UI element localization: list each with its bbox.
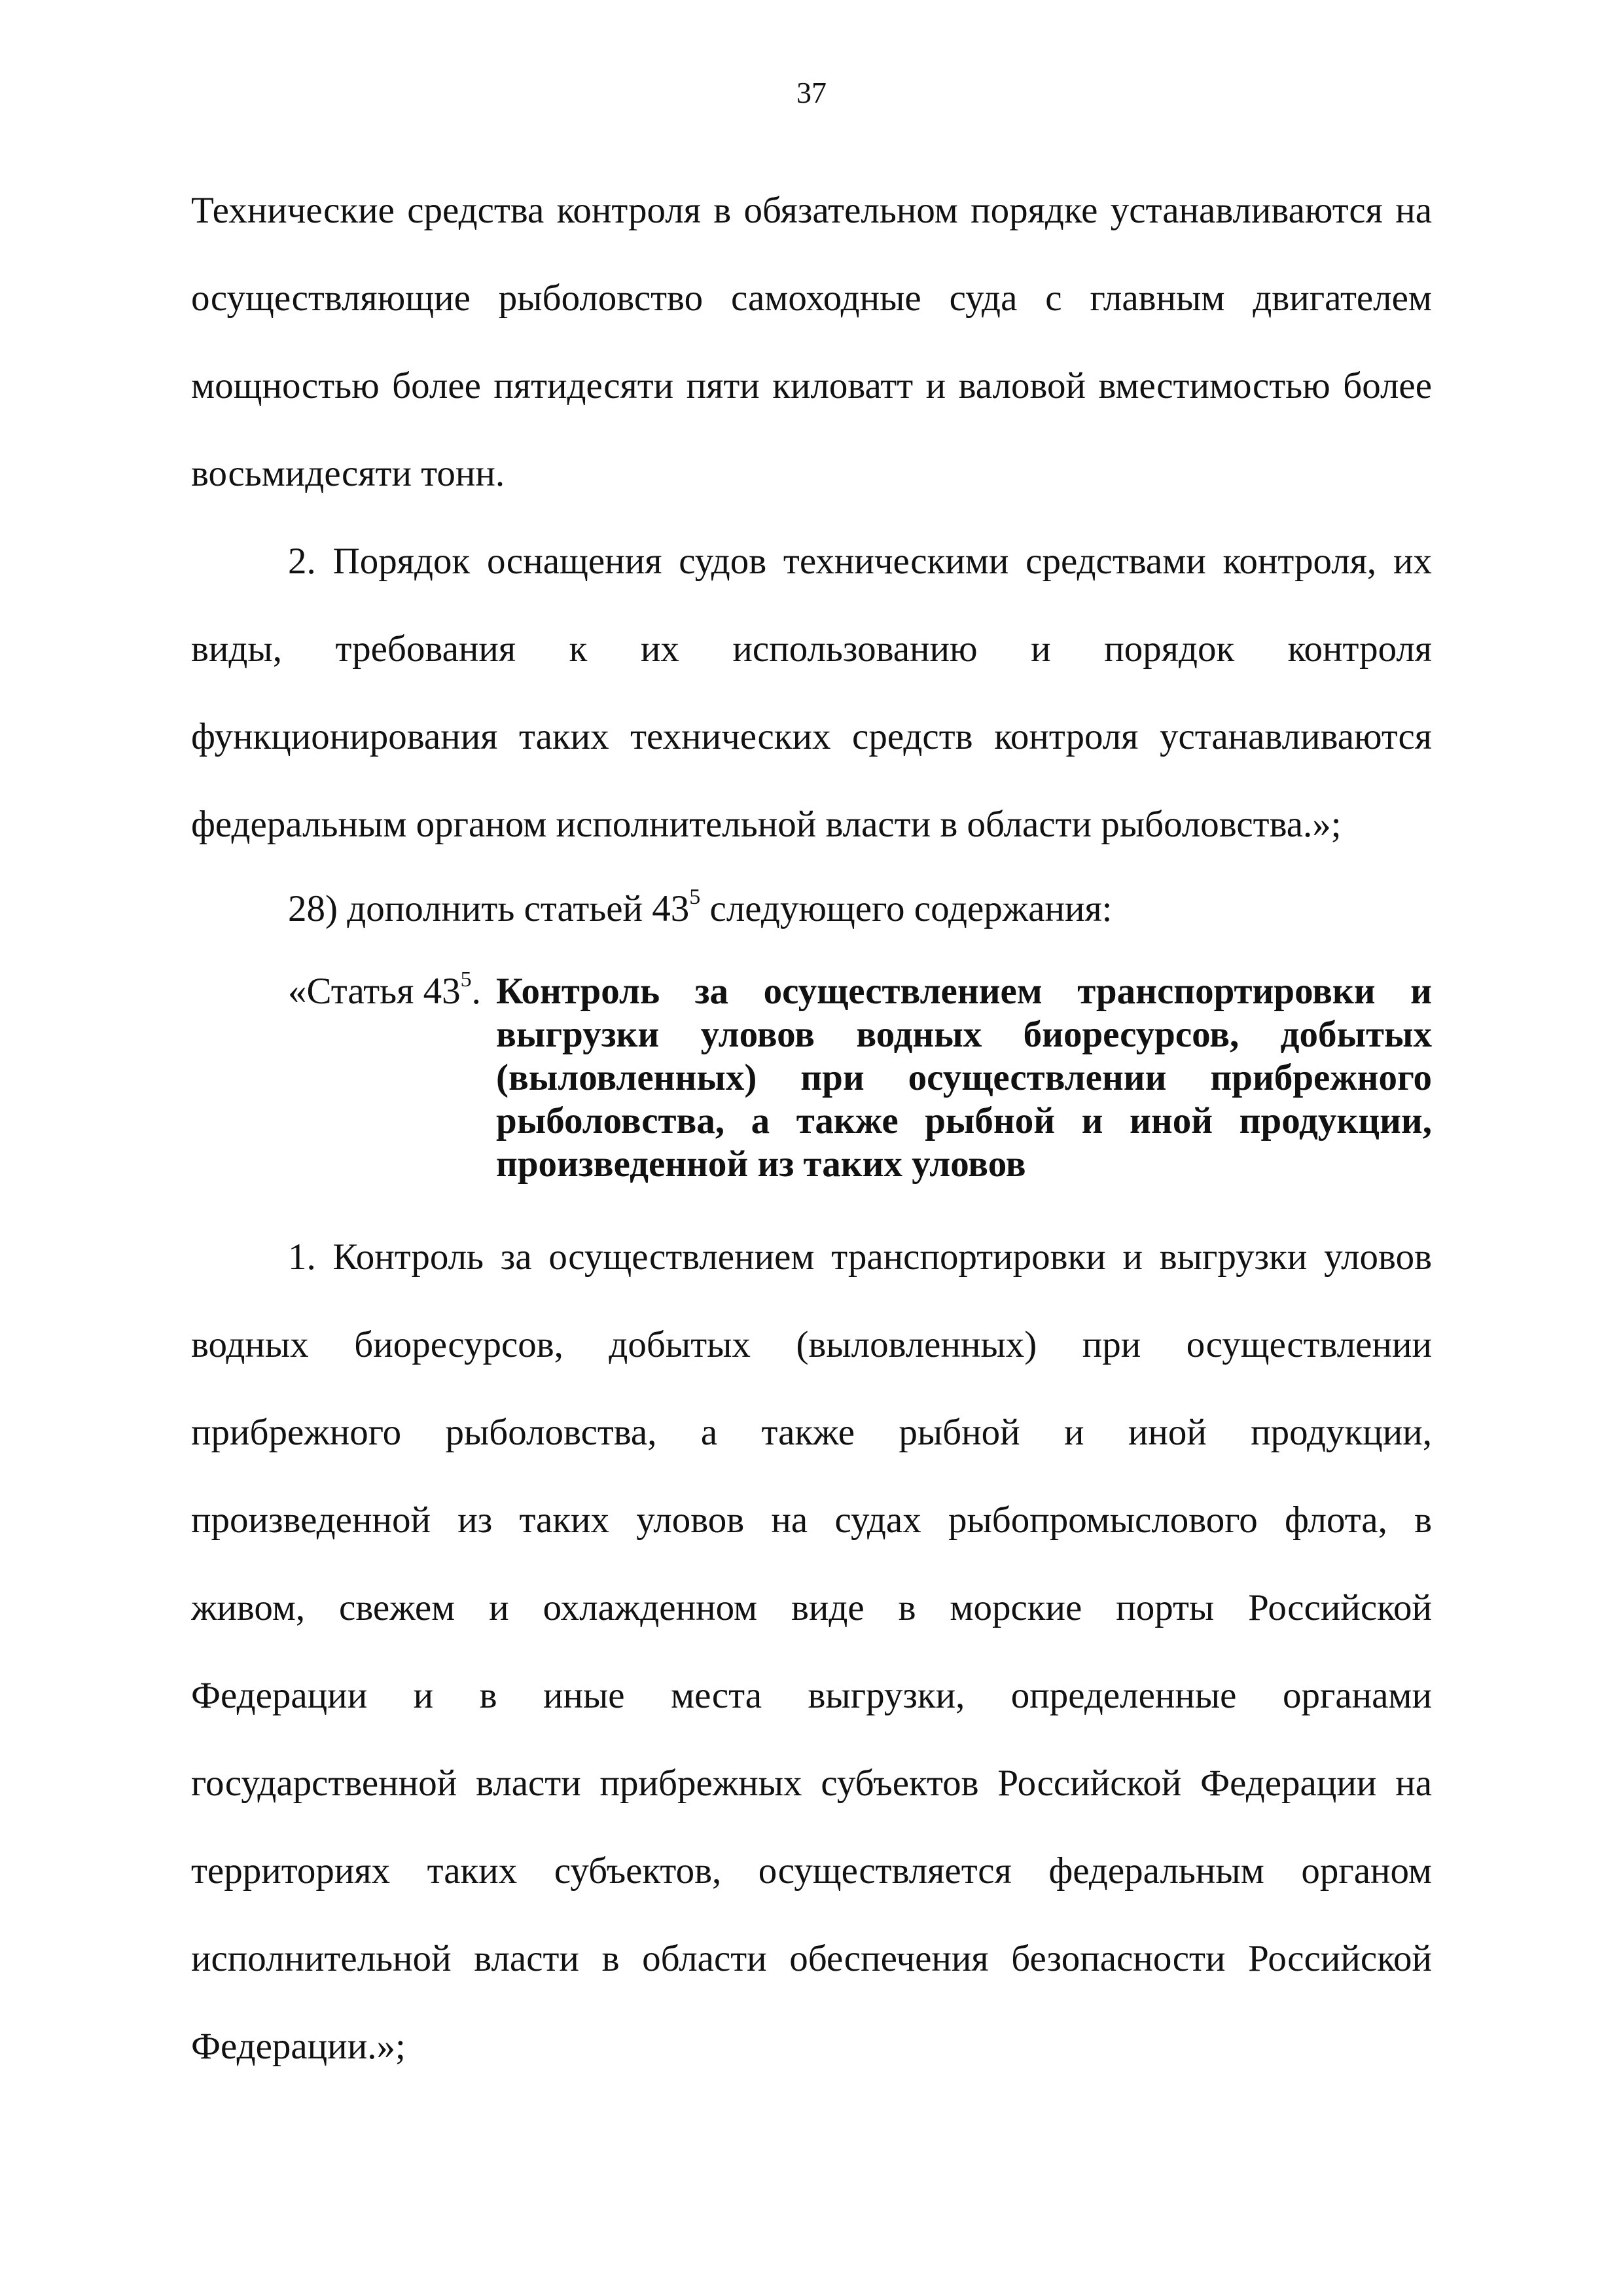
- text-line: водных биоресурсов, добытых (выловленных) при осуществлении: [191, 1324, 1432, 1365]
- article-label: [288, 967, 481, 1013]
- article-label-text: «Статья 43: [288, 971, 461, 1012]
- text-line: Федерации.»;: [191, 2026, 406, 2067]
- text-line: 2. Порядок оснащения судов техническими средствами контроля, их: [288, 541, 1432, 582]
- article-title-line: (выловленных) при осуществлении прибрежного: [496, 1057, 1432, 1098]
- text-line: 1. Контроль за осуществлением транспортировки и выгрузки уловов: [288, 1236, 1432, 1278]
- item-28-text: 28) дополнить статьей 43: [288, 888, 690, 929]
- text-line: государственной власти прибрежных субъектов Российской Федерации на: [191, 1763, 1432, 1804]
- paragraph-tech-control: [191, 187, 1432, 498]
- text-line: восьмидесяти тонн.: [191, 453, 505, 494]
- text-line: произведенной из таких уловов на судах рыбопромыслового флота, в: [191, 1499, 1432, 1541]
- article-title-line: рыболовства, а также рыбной и иной продукции,: [496, 1100, 1432, 1141]
- text-line: Федерации и в иные места выгрузки, определенные органами: [191, 1675, 1432, 1716]
- item-28: [288, 885, 1113, 933]
- article-title-line: выгрузки уловов водных биоресурсов, добытых: [496, 1014, 1432, 1055]
- article-label-dot: .: [471, 971, 481, 1012]
- text-line: функционирования таких технических средств контроля устанавливаются: [191, 716, 1432, 757]
- text-line: мощностью более пятидесяти пяти киловатт и валовой вместимостью более: [191, 365, 1432, 406]
- text-line: виды, требования к их использованию и порядок контроля: [191, 628, 1432, 670]
- text-line: территориях таких субъектов, осуществляется федеральным органом: [191, 1850, 1432, 1892]
- text-line: живом, свежем и охлажденном виде в морские порты Российской: [191, 1587, 1432, 1628]
- text-line: федеральным органом исполнительной власти в области рыболовства.»;: [191, 804, 1342, 845]
- text-line: исполнительной власти в области обеспечения безопасности Российской: [191, 1938, 1432, 1979]
- paragraph-2: [191, 537, 1432, 849]
- text-line: осуществляющие рыболовство самоходные суда с главным двигателем: [191, 278, 1432, 319]
- paragraph-article-1: [191, 1233, 1432, 2071]
- article-title-line: Контроль за осуществлением транспортировки и: [496, 971, 1432, 1012]
- article-title: [496, 970, 1432, 1186]
- text-line: прибрежного рыболовства, а также рыбной и иной продукции,: [191, 1412, 1432, 1453]
- superscript: 5: [460, 967, 472, 992]
- item-28-text-end: следующего содержания:: [700, 888, 1113, 929]
- superscript: 5: [689, 885, 701, 909]
- article-title-line: произведенной из таких уловов: [496, 1143, 1026, 1185]
- text-line: Технические средства контроля в обязательном порядке устанавливаются на: [191, 190, 1432, 231]
- page-number: 37: [796, 76, 827, 109]
